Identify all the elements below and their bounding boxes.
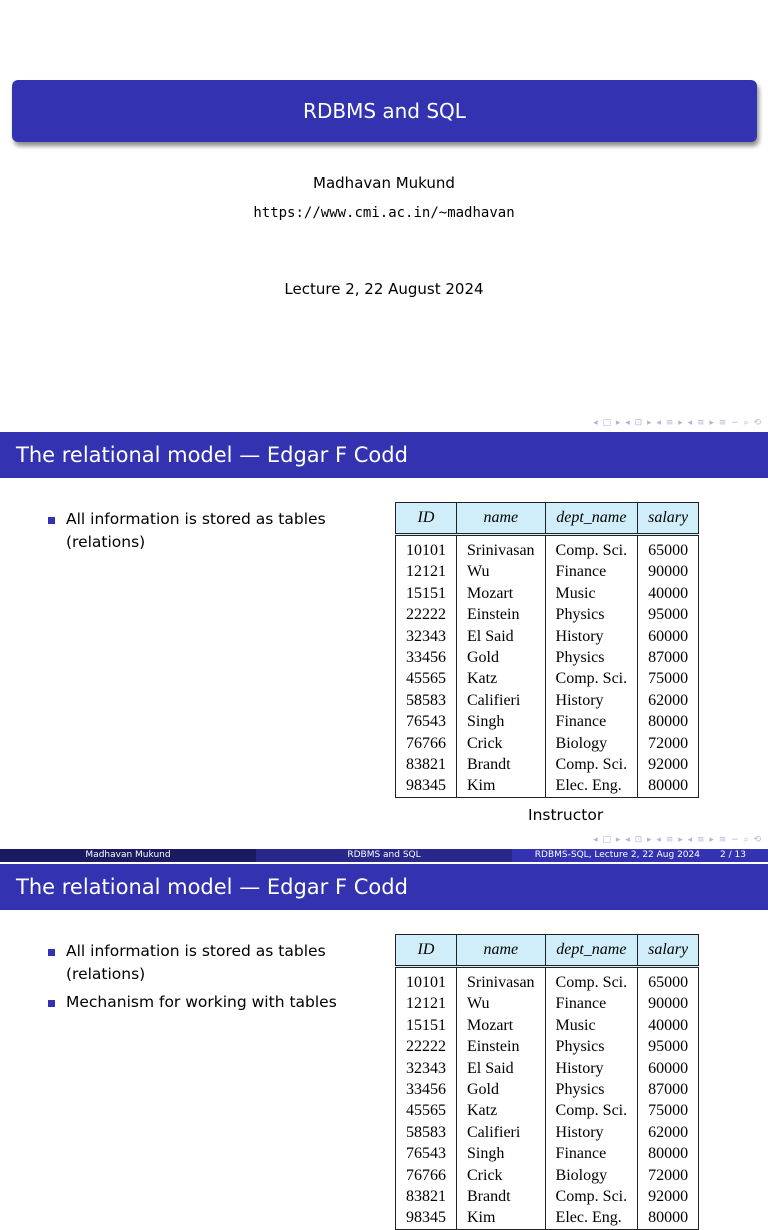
cell-dept-name: Finance <box>545 1143 638 1164</box>
cell-dept-name: Finance <box>545 561 638 582</box>
footer-page-number: 2 / 13 <box>720 850 746 860</box>
cell-id: 12121 <box>406 995 446 1013</box>
cell-name: Crick <box>457 733 546 754</box>
cell-salary: 95000 <box>638 1036 699 1057</box>
cell-salary: 62000 <box>638 1122 699 1143</box>
title-slide <box>0 0 768 432</box>
table-row <box>396 1100 699 1121</box>
cell-name: Singh <box>457 711 546 732</box>
cell-id: 45565 <box>406 1102 446 1120</box>
cell-dept-name: History <box>545 1122 638 1143</box>
cell-dept-name: Finance <box>545 711 638 732</box>
bullet-square-icon <box>48 949 55 956</box>
cell-id: 58583 <box>406 691 446 709</box>
cell-salary: 80000 <box>638 1207 699 1229</box>
cell-salary: 87000 <box>638 647 699 668</box>
cell-dept-name: Biology <box>545 733 638 754</box>
bullet-square-icon <box>48 517 55 524</box>
cell-dept-name: Physics <box>545 647 638 668</box>
cell-id: 45565 <box>406 670 446 688</box>
instructor-table <box>395 934 699 1230</box>
cell-dept-name: Music <box>545 583 638 604</box>
cell-dept-name: Physics <box>545 1079 638 1100</box>
table-row <box>396 1207 699 1229</box>
footer-title: RDBMS and SQL <box>256 849 512 862</box>
header-dept-name: dept_name <box>545 935 638 967</box>
cell-dept-name: Biology <box>545 1165 638 1186</box>
cell-salary: 62000 <box>638 690 699 711</box>
cell-dept-name: History <box>545 626 638 647</box>
table-row <box>396 647 699 668</box>
cell-name: Einstein <box>457 604 546 625</box>
cell-salary: 75000 <box>638 1100 699 1121</box>
cell-id: 76766 <box>406 1166 446 1184</box>
author-url[interactable]: https://www.cmi.ac.in/~madhavan <box>253 205 515 221</box>
cell-name: Brandt <box>457 754 546 775</box>
beamer-navigation-icons[interactable]: ◂ □ ▸ ◂ ⊡ ▸ ◂ ≡ ▸ ◂ ≡ ▸ ≡ ∽ ⌕ ⟲ <box>593 835 762 845</box>
cell-id: 32343 <box>406 627 446 645</box>
cell-id: 58583 <box>406 1123 446 1141</box>
cell-id: 76766 <box>406 734 446 752</box>
footer-author: Madhavan Mukund <box>0 849 256 862</box>
cell-id: 83821 <box>406 1188 446 1206</box>
table-row <box>396 775 699 797</box>
cell-id: 76543 <box>406 713 446 731</box>
cell-name: Kim <box>457 775 546 797</box>
cell-dept-name: History <box>545 1058 638 1079</box>
header-id: ID <box>396 935 457 967</box>
footer-lecture: RDBMS-SQL, Lecture 2, 22 Aug 2024 <box>534 850 700 860</box>
cell-name: Brandt <box>457 1186 546 1207</box>
cell-dept-name: Comp. Sci. <box>545 535 638 562</box>
bullet-text: Mechanism for working with tables <box>66 993 337 1011</box>
bullet-item <box>48 940 356 986</box>
frame-title-text: The relational model — Edgar F Codd <box>16 443 408 467</box>
cell-salary: 65000 <box>638 967 699 994</box>
cell-salary: 60000 <box>638 1058 699 1079</box>
cell-name: Srinivasan <box>457 967 546 994</box>
cell-salary: 87000 <box>638 1079 699 1100</box>
frame-title-slide3 <box>0 864 768 910</box>
table-row <box>396 754 699 775</box>
cell-name: El Said <box>457 1058 546 1079</box>
cell-salary: 80000 <box>638 775 699 797</box>
cell-salary: 65000 <box>638 535 699 562</box>
cell-salary: 72000 <box>638 733 699 754</box>
table-row <box>396 626 699 647</box>
header-id: ID <box>396 503 457 535</box>
title-block <box>12 80 757 142</box>
cell-name: Wu <box>457 993 546 1014</box>
cell-dept-name: Elec. Eng. <box>545 1207 638 1229</box>
cell-id: 98345 <box>406 1209 446 1227</box>
cell-id: 15151 <box>406 584 446 602</box>
cell-salary: 40000 <box>638 1015 699 1036</box>
header-name: name <box>457 503 546 535</box>
cell-salary: 90000 <box>638 993 699 1014</box>
cell-dept-name: Comp. Sci. <box>545 668 638 689</box>
table-row <box>396 1015 699 1036</box>
table-caption: Instructor <box>528 806 604 824</box>
cell-id: 10101 <box>406 542 446 559</box>
header-salary: salary <box>638 935 699 967</box>
cell-dept-name: Elec. Eng. <box>545 775 638 797</box>
cell-salary: 95000 <box>638 604 699 625</box>
cell-id: 33456 <box>406 649 446 667</box>
cell-id: 22222 <box>406 1038 446 1056</box>
table-row <box>396 733 699 754</box>
cell-name: Srinivasan <box>457 535 546 562</box>
cell-name: Mozart <box>457 1015 546 1036</box>
instructor-table <box>395 502 699 798</box>
cell-id: 76543 <box>406 1145 446 1163</box>
cell-salary: 92000 <box>638 754 699 775</box>
table-header-row <box>396 503 699 535</box>
bullet-square-icon <box>48 1000 55 1007</box>
table-row <box>396 690 699 711</box>
table-row <box>396 1122 699 1143</box>
table-row <box>396 967 699 994</box>
cell-name: Katz <box>457 1100 546 1121</box>
cell-name: El Said <box>457 626 546 647</box>
cell-id: 98345 <box>406 777 446 795</box>
table-header-row <box>396 935 699 967</box>
table-row <box>396 604 699 625</box>
cell-salary: 75000 <box>638 668 699 689</box>
beamer-navigation-icons[interactable]: ◂ □ ▸ ◂ ⊡ ▸ ◂ ≡ ▸ ◂ ≡ ▸ ≡ ∽ ⌕ ⟲ <box>593 418 762 428</box>
table-row <box>396 711 699 732</box>
cell-name: Einstein <box>457 1036 546 1057</box>
table-row <box>396 561 699 582</box>
bullet-item <box>48 991 356 1014</box>
cell-dept-name: Comp. Sci. <box>545 1186 638 1207</box>
cell-dept-name: Comp. Sci. <box>545 754 638 775</box>
cell-id: 22222 <box>406 606 446 624</box>
table-row <box>396 1186 699 1207</box>
table-row <box>396 1143 699 1164</box>
lecture-date: Lecture 2, 22 August 2024 <box>284 280 484 298</box>
table-row <box>396 668 699 689</box>
cell-id: 83821 <box>406 756 446 774</box>
cell-salary: 80000 <box>638 711 699 732</box>
cell-dept-name: Comp. Sci. <box>545 967 638 994</box>
cell-name: Katz <box>457 668 546 689</box>
cell-dept-name: History <box>545 690 638 711</box>
presentation-title: RDBMS and SQL <box>303 99 466 123</box>
cell-name: Califieri <box>457 1122 546 1143</box>
bullet-list-slide2 <box>48 508 356 559</box>
cell-salary: 60000 <box>638 626 699 647</box>
cell-dept-name: Finance <box>545 993 638 1014</box>
cell-name: Wu <box>457 561 546 582</box>
table-row <box>396 1079 699 1100</box>
cell-name: Mozart <box>457 583 546 604</box>
cell-dept-name: Physics <box>545 1036 638 1057</box>
cell-name: Singh <box>457 1143 546 1164</box>
cell-dept-name: Physics <box>545 604 638 625</box>
cell-id: 32343 <box>406 1059 446 1077</box>
header-salary: salary <box>638 503 699 535</box>
frame-title-text: The relational model — Edgar F Codd <box>16 875 408 899</box>
cell-name: Gold <box>457 647 546 668</box>
table-row <box>396 1058 699 1079</box>
cell-dept-name: Comp. Sci. <box>545 1100 638 1121</box>
table-row <box>396 535 699 562</box>
cell-id: 33456 <box>406 1081 446 1099</box>
bullet-list-slide3 <box>48 940 356 1019</box>
cell-name: Kim <box>457 1207 546 1229</box>
cell-salary: 92000 <box>638 1186 699 1207</box>
bullet-text: All information is stored as tables (relations) <box>66 510 326 551</box>
header-dept-name: dept_name <box>545 503 638 535</box>
cell-id: 12121 <box>406 563 446 581</box>
author-name: Madhavan Mukund <box>313 174 455 192</box>
cell-name: Gold <box>457 1079 546 1100</box>
cell-dept-name: Music <box>545 1015 638 1036</box>
cell-salary: 40000 <box>638 583 699 604</box>
cell-salary: 90000 <box>638 561 699 582</box>
cell-name: Crick <box>457 1165 546 1186</box>
frame-title-slide2 <box>0 432 768 478</box>
table-row <box>396 1036 699 1057</box>
table-row <box>396 583 699 604</box>
table-row <box>396 1165 699 1186</box>
table-row <box>396 993 699 1014</box>
bullet-item <box>48 508 356 554</box>
cell-id: 15151 <box>406 1016 446 1034</box>
slide-footer <box>0 849 768 862</box>
footer-lecture-block <box>512 849 768 862</box>
header-name: name <box>457 935 546 967</box>
bullet-text: All information is stored as tables (relations) <box>66 942 326 983</box>
cell-salary: 72000 <box>638 1165 699 1186</box>
cell-name: Califieri <box>457 690 546 711</box>
cell-salary: 80000 <box>638 1143 699 1164</box>
cell-id: 10101 <box>406 974 446 991</box>
